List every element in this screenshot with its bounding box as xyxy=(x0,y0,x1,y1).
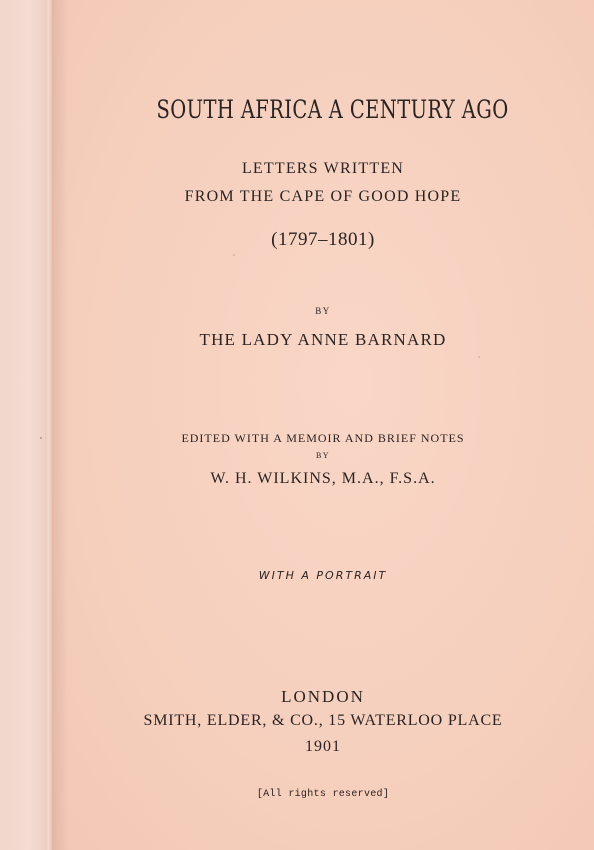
portrait-note: WITH A PORTRAIT xyxy=(258,569,388,582)
publisher: SMITH, ELDER, & CO., 15 WATERLOO PLACE xyxy=(143,712,503,729)
date-range: (1797–1801) xyxy=(271,229,375,250)
editor-name: W. H. WILKINS, M.A., F.S.A. xyxy=(210,470,436,487)
by-author-label: BY xyxy=(315,306,331,316)
edited-note: EDITED WITH A MEMOIR AND BRIEF NOTES xyxy=(181,431,465,445)
author-name: THE LADY ANNE BARNARD xyxy=(199,330,447,349)
by-editor-label: BY xyxy=(315,451,331,460)
book-title: SOUTH AFRICA A CENTURY AGO xyxy=(156,95,509,124)
subtitle-line-1: LETTERS WRITTEN xyxy=(241,160,405,177)
publication-year: 1901 xyxy=(305,738,341,755)
page-fold xyxy=(45,0,52,850)
subtitle-line-2: FROM THE CAPE OF GOOD HOPE xyxy=(184,188,462,205)
publication-city: LONDON xyxy=(281,687,365,706)
rights-notice: [All rights reserved] xyxy=(256,789,390,800)
